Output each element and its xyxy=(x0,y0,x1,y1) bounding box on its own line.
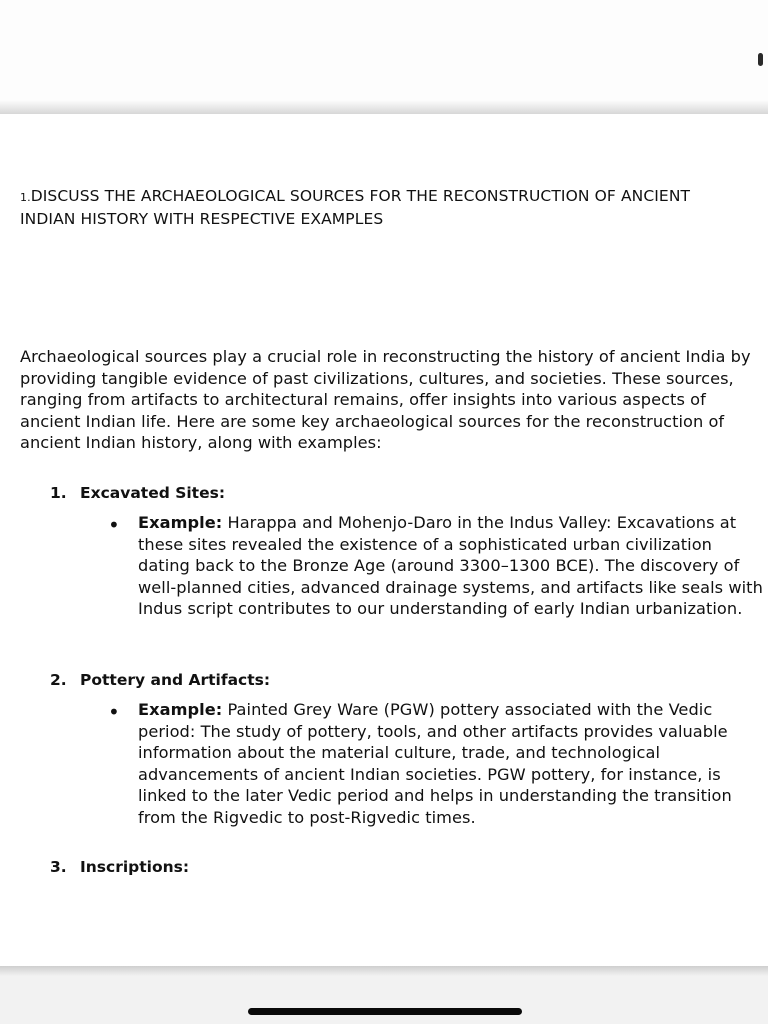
example-label: Example: xyxy=(138,513,223,532)
home-indicator[interactable] xyxy=(248,1008,522,1015)
document-page xyxy=(0,114,768,966)
section-title: Inscriptions: xyxy=(80,858,190,876)
section-heading xyxy=(50,857,189,878)
scroll-indicator[interactable] xyxy=(758,53,763,66)
example-text: Harappa and Mohenjo-Daro in the Indus Valley: Excavations at these sites revealed the existence of a sophisticated urban civilization dating back to the Bronze Age (around 3300–1300 BCE). The discovery of well-planned cities, advanced drainage systems, and artifacts like seals with Indus script contributes to our understanding of early Indian urbanization. xyxy=(138,513,763,618)
example-paragraph xyxy=(138,699,768,828)
question-number: 1. xyxy=(20,191,31,204)
bottom-divider xyxy=(0,966,768,976)
section-heading xyxy=(50,483,225,504)
section-title: Pottery and Artifacts: xyxy=(80,671,271,689)
intro-paragraph: Archaeological sources play a crucial role in reconstructing the history of ancient India by providing tangible evidence of past civilizations, cultures, and societies. These sources, ranging from artifacts to architectural remains, offer insights into various aspects of ancient Indian life. Here are some key archaeological sources for the reconstruction of ancient Indian history, along with examples: xyxy=(20,347,751,452)
section-heading xyxy=(50,670,270,691)
question-text: DISCUSS THE ARCHAEOLOGICAL SOURCES FOR THE RECONSTRUCTION OF ANCIENT INDIAN HISTORY WITH RESPECTIVE EXAMPLES xyxy=(20,187,691,228)
bullet-icon: • xyxy=(108,513,120,537)
example-paragraph xyxy=(138,512,768,620)
top-toolbar xyxy=(0,0,768,112)
section-number: 3. xyxy=(50,858,67,876)
example-text: Painted Grey Ware (PGW) pottery associated with the Vedic period: The study of pottery, tools, and other artifacts provides valuable information about the material culture, trade, and technological advancements of ancient Indian societies. PGW pottery, for instance, is linked to the later Vedic period and helps in understanding the transition from the Rigvedic to post-Rigvedic times. xyxy=(138,700,732,827)
toolbar-divider xyxy=(0,100,768,114)
question-heading xyxy=(20,186,750,230)
section-number: 1. xyxy=(50,484,67,502)
section-number: 2. xyxy=(50,671,67,689)
section-title: Excavated Sites: xyxy=(80,484,226,502)
bullet-icon: • xyxy=(108,700,120,724)
example-label: Example: xyxy=(138,700,223,719)
